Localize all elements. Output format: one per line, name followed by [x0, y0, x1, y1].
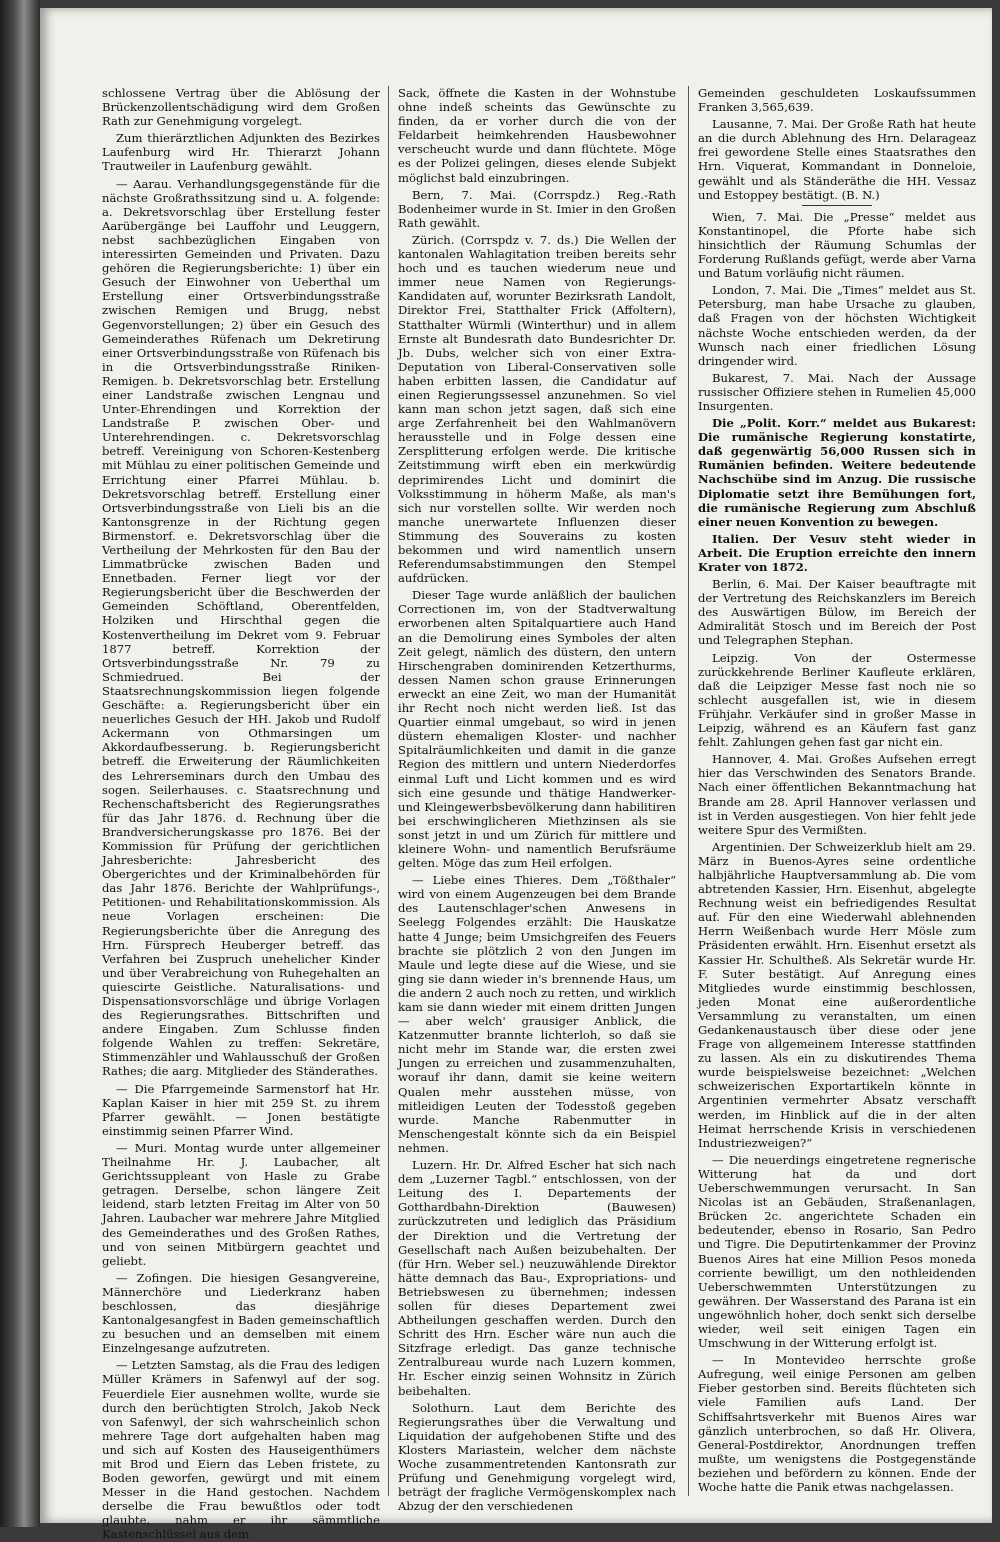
- column-2: [398, 86, 676, 1514]
- article-paragraph: Hannover, 4. Mai. Großes Aufsehen erregt hier das Verschwinden des Senators Brande. Nach einer öffentlichen Bekanntmachung hat Brande am 28. April Hannover verlassen und ist in Verden ausgestiegen. Von hier fehlt jede weitere Spur des Vermißten.: [698, 752, 976, 837]
- article-paragraph: Zum thierärztlichen Adjunkten des Bezirkes Laufenburg wird Hr. Thierarzt Johann Trautweiler in Laufenburg gewählt.: [102, 131, 380, 174]
- article-paragraph: schlossene Vertrag über die Ablösung der Brückenzollentschädigung wird dem Großen Rath zur Genehmigung vorgelegt.: [102, 86, 380, 129]
- article-paragraph: — Muri. Montag wurde unter allgemeiner Theilnahme Hr. J. Laubacher, alt Gerichtssuppleant von Hasle zu Grabe getragen. Derselbe, schon längere Zeit leidend, starb letzten Freitag im Alter von 50 Jahren. Laubacher war mehrere Jahre Mitglied des Gemeinderathes und des Großen Rathes, und von seinen Mitbürgern geachtet und geliebt.: [102, 1140, 380, 1268]
- article-paragraph: Dieser Tage wurde anläßlich der baulichen Correctionen im, von der Stadtverwaltung erworbenen alten Spitalquartiere auch Hand an die Demolirung eines Symboles der alten Zeit gelegt, nämlich des düstern, den untern Hirschengraben dominirenden Ketzerthurms, dessen Namen schon grause Erinnerungen erweckt an eine Zeit, wo man der Humanität ihr Recht noch nicht werden ließ. Ist das Quartier einmal umgebaut, so wird in jenen düstern ehemaligen Kloster- und nachher Spitalräumlichkeiten und damit in die ganze Region des mittlern und untern Niederdorfes einmal Luft und Licht kommen und es wird sich eine gesunde und thätige Handwerker- und Kleingewerbsbevölkerung dann habilitiren bei erschwinglicheren Miethzinsen als sie sonst jetzt in und um Zürich für mittlere und kleinere Wohn- und namentlich Berufsräume gelten. Möge das zum Heil erfolgen.: [398, 588, 676, 871]
- article-paragraph: — Liebe eines Thieres. Dem „Tößthaler“ wird von einem Augenzeugen bei dem Brande des Lautenschlager'schen Anwesens in Seelegg Folgendes erzählt: Die Hauskatze hatte 4 Junge; beim Umsichgreifen des Feuers brachte sie plötzlich 2 von den Jungen im Maule und legte diese auf die Wiese, und sie ging sie dann wieder in's brennende Haus, um die andern 2 auch noch zu retten, und wirklich kam sie dann wieder mit einem dritten Jungen — aber welch' grausiger Anblick, die Katzenmutter brannte lichterloh, so daß sie nicht mehr im Stande war, die ersten zwei Jungen zu erreichen und zusammenzuhalten, worauf ihr dann, damit sie keine weitern Qualen mehr ausstehen müsse, von mitleidigen Leuten der Todesstoß gegeben wurde. Manche Rabenmutter in Menschengestalt könnte sich da ein Beispiel nehmen.: [398, 873, 676, 1155]
- column-rule: [388, 86, 389, 1496]
- article-paragraph: London, 7. Mai. Die „Times“ meldet aus St. Petersburg, man habe Ursache zu glauben, daß Fragen von der höchsten Wichtigkeit nächste Woche entschieden werden, da der Wunsch nach einer friedlichen Lösung dringender wird.: [698, 283, 976, 368]
- article-paragraph: — Zofingen. Die hiesigen Gesangvereine, Männerchöre und Liederkranz haben beschlossen, das diesjährige Kantonalgesangfest in Baden gemeinschaftlich zu besuchen und an demselben mit einem Einzelngesange aufzutreten.: [102, 1270, 380, 1356]
- article-paragraph: — Die neuerdings eingetretene regnerische Witterung hat da und dort Ueberschwemmungen verursacht. In San Nicolas ist an Gebäuden, Straßenanlagen, Brücken 2c. angerichtete Schaden ein bedeutender, ebenso in Rosario, San Pedro und Tigre. Die Deputirtenkammer der Provinz Buenos Aires hat eine Million Pesos moneda corriente bewilligt, um den nothleidenden Ueberschwemmten Unterstützungen zu gewähren. Der Wasserstand des Parana ist ein ungewöhnlich hoher, doch senkt sich derselbe wieder, weil seit einigen Tagen ein Umschwung in der Witterung erfolgt ist.: [698, 1152, 976, 1351]
- article-paragraph: Lausanne, 7. Mai. Der Große Rath hat heute an die durch Ablehnung des Hrn. Delarageaz frei gewordene Stelle eines Staatsrathes den Hrn. Viquerat, Kommandant in Donneloie, gewählt und als Ständeräthe die HH. Vessaz und Estoppey bestätigt. (B. N.): [698, 117, 976, 202]
- article-paragraph: Leipzig. Von der Ostermesse zurückkehrende Berliner Kaufleute erklären, daß die Leipziger Messe fast noch nie so schlecht ausgefallen ist, wie in diesem Frühjahr. Verkäufer sind in großer Masse in Leipzig, während es an Käufern fast ganz fehlt. Zahlungen gehen fast gar nicht ein.: [698, 650, 976, 750]
- article-paragraph: — In Montevideo herrschte große Aufregung, weil einige Personen am gelben Fieber gestorben sind. Bereits flüchteten sich viele Familien aufs Land. Der Schiffsahrtsverkehr mit Buenos Aires war gänzlich unterbrochen, so daß Hr. Olivera, General-Postdirektor, Anordnungen treffen mußte, um wenigstens die Postgegenstände beziehen und befördern zu können. Ende der Woche hatte die Panik etwas nachgelassen.: [698, 1353, 976, 1494]
- article-paragraph: Solothurn. Laut dem Berichte des Regierungsrathes über die Verwaltung und Liquidation der aufgehobenen Stifte und des Klosters Mariastein, welcher dem nächste Woche zusammentretenden Kantonsrath zur Prüfung und Genehmigung vorgelegt wird, beträgt der fragliche Vermögenskomplex nach Abzug der den verschiedenen: [398, 1400, 676, 1514]
- article-paragraph: Berlin, 6. Mai. Der Kaiser beauftragte mit der Vertretung des Reichskanzlers im Bereich des Auswärtigen Bülow, im Bereich der Admiralität Stosch und im Bereich der Post und Telegraphen Stephan.: [698, 577, 976, 648]
- article-paragraph: — Die Pfarrgemeinde Sarmenstorf hat Hr. Kaplan Kaiser in hier mit 259 St. zu ihrem Pfarrer gewählt. — Jonen bestätigte einstimmig seinen Pfarrer Wind.: [102, 1081, 380, 1138]
- article-paragraph: — Letzten Samstag, als die Frau des ledigen Müller Krämers in Safenwyl auf der sog. Feuerdiele Eier ausnehmen wollte, wurde sie durch den berüchtigten Strolch, Jakob Neck von Safenwyl, der sich wahrscheinlich schon mehrere Tage dort aufgehalten haben mag und sich auf Kosten des Hauseigenthümers mit Brod und Eiern das Leben fristete, zu Boden geworfen, gewürgt und mit einem Messer in die Hand gestochen. Nachdem derselbe die Frau bewußtlos oder todt glaubte, nahm er ihr sämmtliche Kastenschlüssel aus dem: [102, 1358, 380, 1542]
- book-binding-edge: [0, 0, 40, 1527]
- article-paragraph: Sack, öffnete die Kasten in der Wohnstube ohne indeß scheints das Gewünschte zu finden, da er vorher durch die von der Feldarbeit heimkehrenden Hausbewohner verscheucht wurde und dann flüchtete. Möge es der Polizei gelingen, dieses elende Subjekt möglichst bald einzubringen.: [398, 86, 676, 185]
- column-3: [698, 86, 976, 1494]
- article-paragraph: Zürich. (Corrspdz v. 7. ds.) Die Wellen der kantonalen Wahlagitation treiben bereits sehr hoch und es tauchen wiederum neue und immer neue Namen von Regierungs-Kandidaten auf, worunter Bezirksrath Landolt, Direktor Frei, Statthalter Frick (Affoltern), Statthalter Würmli (Winterthur) und in allem Ernste alt Bundesrath dato Bundesrichter Dr. Jb. Dubs, welcher sich von einer Extra-Deputation von Liberal-Conservativen solle haben erbitten lassen, die Candidatur auf einen Regierungssessel anzunehmen. So viel kann man schon jetzt sagen, daß sich eine arge Zerfahrenheit bei den Wahlmanövern herausstelle und in Folge dessen eine Zersplitterung erfolgen werde. Die kritische Zeitstimmung wirft eben ein merkwürdig deprimirendes Licht und dominirt die Volksstimmung in höherm Maße, als man's sich nur vorstellen sollte. Wir werden noch manche unerwartete Influenzen dieser Stimmung des Souverains zu kosten bekommen und wird namentlich unsern Referendumsabstimmungen den Stempel aufdrücken.: [398, 232, 676, 586]
- section-separator: [802, 205, 872, 206]
- article-paragraph: Bukarest, 7. Mai. Nach der Aussage russischer Offiziere stehen in Rumelien 45,000 Insurgenten.: [698, 370, 976, 413]
- article-paragraph: Argentinien. Der Schweizerklub hielt am 29. März in Buenos-Ayres seine ordentliche halbjährliche Hauptversammlung ab. Die vom abtretenden Kassier, Hrn. Eisenhut, abgelegte Rechnung weist ein befriedigendes Resultat auf. Für den eine Wiederwahl ablehnenden Herrn Weißenbach wurde Herr Mösle zum Präsidenten erwählt. Hrn. Eisenhut ersetzt als Kassier Hr. Schultheß. Als Sekretär wurde Hr. F. Suter bestätigt. Auf Anregung eines Mitgliedes wurde einstimmig beschlossen, jeden Monat eine außerordentliche Versammlung zu veranstalten, um einen Gedankenaustausch über diese oder jene Frage von allgemeinem Interesse stattfinden zu lassen. Als ein zu diskutirendes Thema wurde beispielsweise bezeichnet: „Welchen schweizerischen Exportartikeln könnte in Argentinien vermehrter Absatz verschafft werden, im Hinblick auf die in der alten Heimat herrschende Krisis in verschiedenen Industriezweigen?“: [698, 839, 976, 1150]
- article-paragraph: Gemeinden geschuldeten Loskaufssummen Franken 3,565,639.: [698, 86, 976, 115]
- newspaper-page: [40, 8, 992, 1542]
- article-paragraph: Bern, 7. Mai. (Corrspdz.) Reg.-Rath Bodenheimer wurde in St. Imier in den Großen Rath gewählt.: [398, 187, 676, 230]
- column-1: [102, 86, 380, 1542]
- column-rule: [688, 86, 689, 1496]
- article-paragraph: Luzern. Hr. Dr. Alfred Escher hat sich nach dem „Luzerner Tagbl.“ entschlossen, von der Leitung des I. Departements der Gotthardbahn-Direktion (Bauwesen) zurückzutreten und lediglich das Präsidium der Direktion und die Vertretung der Gesellschaft nach Außen beizubehalten. Der (für Hrn. Weber sel.) neuzuwählende Direktor hätte demnach das Bau-, Expropriations- und Betriebswesen zu übernehmen; indessen sollen für dieses Departement zwei Abtheilungen geschaffen werden. Durch den Schritt des Hrn. Escher wäre nun auch die Sitzfrage erledigt. Das ganze technische Zentralbureau wurde nach Luzern kommen, Hr. Escher einzig seinen Wohnsitz in Zürich beibehalten.: [398, 1158, 676, 1398]
- article-paragraph: Wien, 7. Mai. Die „Presse“ meldet aus Konstantinopel, die Pforte habe sich hinsichtlich der Räumung Schumlas der Forderung Rußlands gefügt, werde aber Varna und Batum vorläufig nicht räumen.: [698, 209, 976, 281]
- article-paragraph: — Aarau. Verhandlungsgegenstände für die nächste Großrathssitzung sind u. A. folgende: a. Dekretsvorschlag über Erstellung fester Aarübergänge bei Lauffohr und Leuggern, nebst sachbezüglichen Eingaben von interessirten Gemeinden und Privaten. Dazu gehören die Regierungsberichte: 1) über ein Gesuch der Einwohner von Ueberthal um Erstellung einer Ortsverbindungsstraße zwischen Remigen und Brugg, nebst Gegenvorstellungen; 2) über ein Gesuch des Gemeinderathes Rüfenach um Dekretirung einer Ortsverbindungsstraße von Rüfenach bis in die Ortsverbindungsstraße Riniken-Remigen. b. Dekretsvorschlag betr. Erstellung einer Landstraße zwischen Lengnau und Unter-Ehrendingen und Korrektion der Landstraße P. zwischen Ober- und Unterehrendingen. c. Dekretsvorschlag betreff. Vereinigung von Schoren-Kestenberg mit Mühlau zu einer politischen Gemeinde und Errichtung einer Pfarrei Mühlau. b. Dekretsvorschlag betreff. Erstellung einer Ortsverbindungsstraße von Lieli bis an die Kantonsgrenze in der Richtung gegen Birmenstorf. e. Dekretsvorschlag über die Vertheilung der Mehrkosten für den Bau der Limmatbrücke zwischen Baden und Ennetbaden. Ferner liegt vor der Regierungsbericht über die Beschwerden der Gemeinden Schöftland, Oberentfelden, Holziken und Hirschthal gegen die Kostenvertheilung im Dekret vom 9. Februar 1877 betreff. Korrektion der Ortsverbindungsstraße Nr. 79 zu Schmiedrued. Bei der Staatsrechnungskommission liegen folgende Geschäfte: a. Regierungsbericht über ein neuerliches Gesuch der HH. Jakob und Rudolf Ackermann von Othmarsingen um Akkordaufbesserung. b. Regierungsbericht betreff. die Erweiterung der Räumlichkeiten des Lehrerseminars durch den Umbau des sogen. Seilerhauses. c. Staatsrechnung und Rechenschaftsbericht des Regierungsrathes für das Jahr 1876. d. Rechnung über die Brandversicherungskasse pro 1876. Bei der Kommission für Prüfung der gerichtlichen Jahresberichte: Jahresbericht des Obergerichtes und der Kriminalbehörden für das Jahr 1876. Berichte der Wahlprüfungs-, Petitionen- und Rehabilitationskommission. Als neue Vorlagen erscheinen: Die Regierungsberichte über die Anregung des Hrn. Fürsprech Heuberger betreff. das Verfahren bei Zuspruch unehelicher Kinder und über Verabreichung von Ruhegehalten an quiescirte Geistliche. Naturalisations- und Dispensationsvorschläge und übrige Vorlagen des Regierungsrathes. Bittschriften und andere Eingaben. Zum Schlusse finden folgende Wahlen zu treffen: Sekretäre, Stimmenzähler und Wahlausschuß der Großen Rathes; die aarg. Mitglieder des Ständerathes.: [102, 176, 380, 1079]
- article-paragraph: Italien. Der Vesuv steht wieder in Arbeit. Die Eruption erreichte den innern Krater von 1872.: [698, 531, 976, 574]
- article-paragraph: Die „Polit. Korr.“ meldet aus Bukarest: Die rumänische Regierung konstatirte, daß gegenwärtig 56,000 Russen sich in Rumänien befinden. Weitere bedeutende Nachschübe sind im Anzug. Die russische Diplomatie setzt ihre Bemühungen fort, die rumänische Regierung zum Abschluß einer neuen Konvention zu bewegen.: [698, 416, 976, 529]
